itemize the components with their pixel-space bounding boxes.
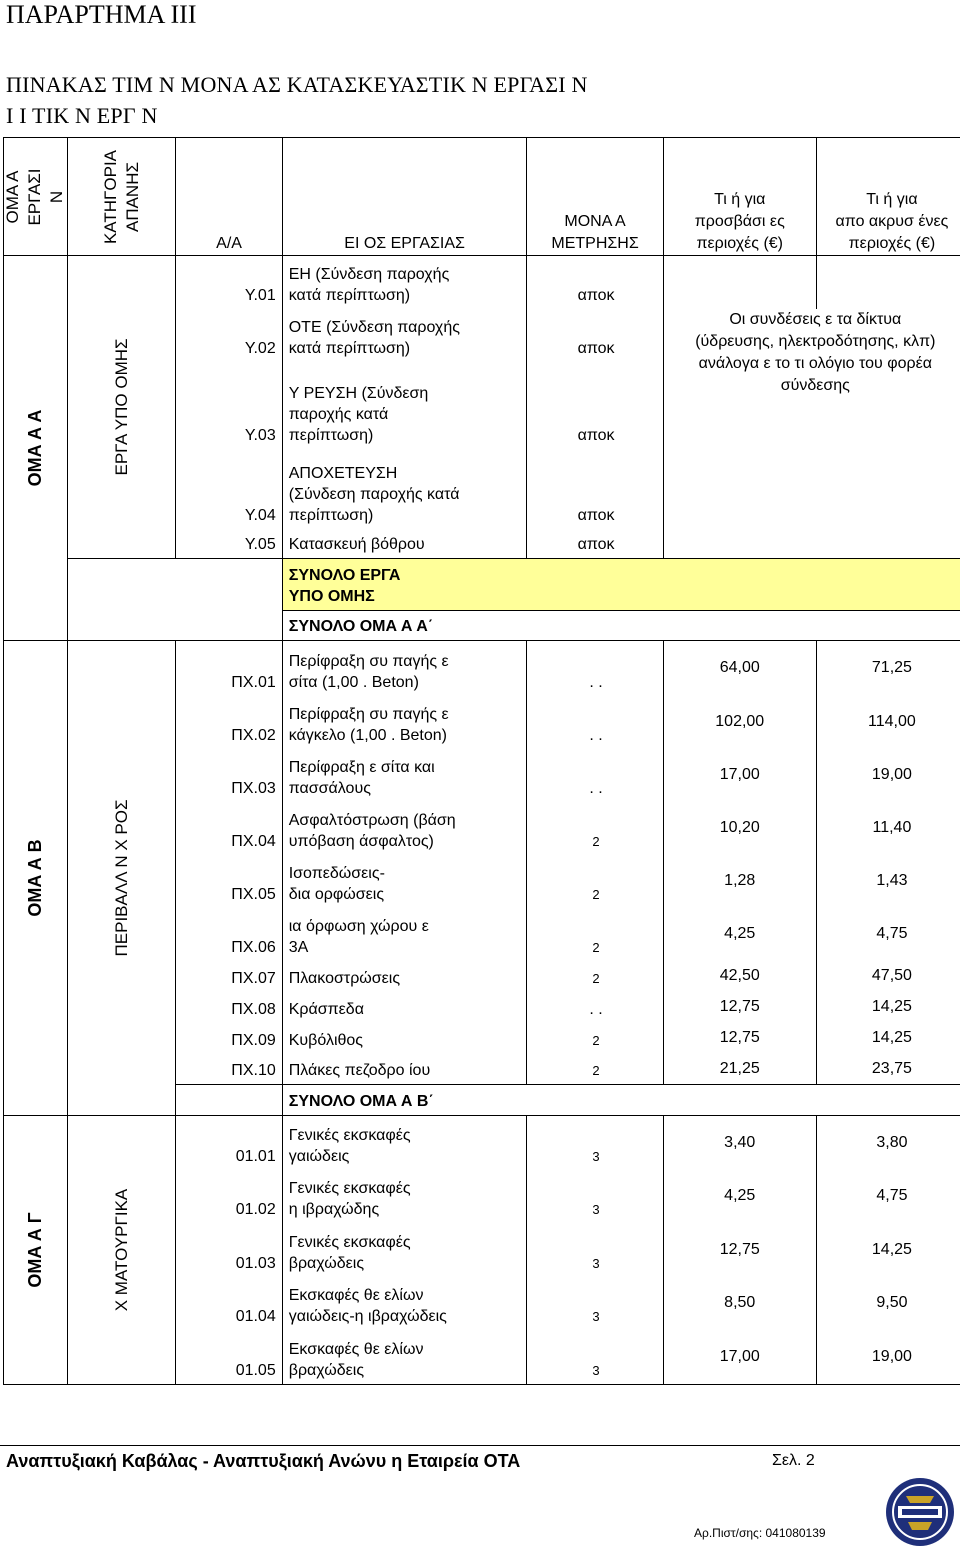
table-title-line1: ΠΙΝΑΚΑΣ ΤΙΜ Ν ΜΟΝΑ ΑΣ ΚΑΤΑΣΚΕΥΑΣΤΙΚ Ν ΕΡΓΑΣΙ Ν — [6, 72, 588, 98]
row-unit: αποκ — [527, 533, 662, 558]
header-group — [4, 138, 68, 256]
certification-seal-icon — [884, 1476, 956, 1548]
row-code: ΠΧ.04 — [176, 830, 281, 855]
row-unit: 3 — [527, 1252, 662, 1277]
row-unit: 2 — [527, 830, 662, 855]
row-description: Υ ΡΕΥΣΗ (Σύνδεση παροχής κατά περίπτωση) — [283, 382, 527, 449]
group-a-cell — [4, 256, 68, 641]
price-accessible: 17,00 — [663, 1330, 816, 1385]
row-description: ΕΗ (Σύνδεση παροχής κατά περίπτωση) — [283, 263, 527, 309]
row-unit: 2 — [527, 1059, 662, 1084]
row-code: Υ.05 — [176, 533, 281, 558]
price-remote: 14,25 — [816, 1023, 960, 1054]
row-code: ΠΧ.01 — [176, 671, 281, 696]
row-description: Περίφραξη συ παγής ε σίτα (1,00 . Beton) — [283, 650, 527, 696]
price-remote: 114,00 — [816, 696, 960, 749]
row-description: Ισοπεδώσεις- δια ορφώσεις — [283, 862, 527, 908]
connection-note: Οι συνδέσεις ε τα δίκτυα (ύδρευσης, ηλεκτροδότησης, κλπ) ανάλογα ε το τι ολόγιο του φορέα σύνδεσης — [663, 309, 960, 559]
price-remote: 4,75 — [816, 908, 960, 961]
total-group-b-label: ΣΥΝΟΛΟ ΟΜΑ Α Β΄ — [283, 1090, 527, 1115]
header-row — [4, 138, 960, 256]
price-remote: 19,00 — [816, 1330, 960, 1385]
row-code: Υ.01 — [176, 284, 281, 309]
row-unit: αποκ — [527, 424, 662, 449]
total-group-a-label: ΣΥΝΟΛΟ ΟΜΑ Α Α΄ — [283, 615, 527, 640]
price-remote: 47,50 — [816, 961, 960, 992]
row-description: Εκσκαφές θε ελίων βραχώδεις — [283, 1338, 527, 1384]
price-accessible: 42,50 — [663, 961, 816, 992]
table-title-line2: Ι Ι ΤΙΚ Ν ΕΡΓ Ν — [6, 103, 158, 129]
header-category — [67, 138, 176, 256]
row-code: ΠΧ.03 — [176, 777, 281, 802]
price-remote: 23,75 — [816, 1054, 960, 1085]
total-infrastructure-label: ΣΥΝΟΛΟ ΕΡΓΑ ΥΠΟ ΟΜΗΣ — [283, 564, 527, 610]
row-unit: 2 — [527, 936, 662, 961]
header-price-accessible: Τι ή για προσβάσι ες περιοχές (€) — [663, 138, 816, 256]
row-unit: αποκ — [527, 504, 662, 529]
row-code: 01.03 — [176, 1252, 281, 1277]
price-accessible: 8,50 — [663, 1277, 816, 1330]
group-b-label: ΟΜΑ Α Β — [24, 839, 46, 916]
row-unit: 2 — [527, 883, 662, 908]
footer-divider — [0, 1445, 960, 1446]
header-aa: Α/Α — [176, 138, 282, 256]
price-accessible: 12,75 — [663, 1023, 816, 1054]
row-unit: 2 — [527, 1029, 662, 1054]
row-unit: 3 — [527, 1198, 662, 1223]
row-code: ΠΧ.02 — [176, 724, 281, 749]
header-unit: ΜΟΝΑ Α ΜΕΤΡΗΣΗΣ — [527, 138, 663, 256]
price-accessible: 4,25 — [663, 1170, 816, 1223]
price-accessible: 12,75 — [663, 992, 816, 1023]
price-accessible: 3,40 — [663, 1116, 816, 1170]
category-a-cell — [67, 256, 176, 559]
row-description: Γενικές εκσκαφές γαιώδεις — [283, 1124, 527, 1170]
row-unit: αποκ — [527, 337, 662, 362]
category-b-label: ΠΕΡΙΒΑΛΛ Ν Χ ΡΟΣ — [111, 800, 133, 957]
price-accessible: 10,20 — [663, 802, 816, 855]
price-remote: 9,50 — [816, 1277, 960, 1330]
row-description: ΟΤΕ (Σύνδεση παροχής κατά περίπτωση) — [283, 316, 527, 362]
page-title: ΠΑΡΑΡΤΗΜΑ ΙΙΙ — [6, 0, 196, 30]
price-remote: 14,25 — [816, 992, 960, 1023]
price-remote: 1,43 — [816, 855, 960, 908]
price-accessible: 4,25 — [663, 908, 816, 961]
price-remote: 14,25 — [816, 1223, 960, 1277]
row-description: Γενικές εκσκαφές η ιβραχώδης — [283, 1177, 527, 1223]
row-unit: 3 — [527, 1145, 662, 1170]
footer-page-number: Σελ. 2 — [772, 1452, 815, 1470]
price-accessible: 21,25 — [663, 1054, 816, 1085]
price-accessible: 102,00 — [663, 696, 816, 749]
row-code: Υ.02 — [176, 337, 281, 362]
row-code: 01.05 — [176, 1359, 281, 1384]
group-b-cell — [4, 641, 68, 1116]
price-accessible: 12,75 — [663, 1223, 816, 1277]
price-accessible: 17,00 — [663, 749, 816, 802]
row-unit: . . — [527, 998, 662, 1023]
row-unit: 3 — [527, 1305, 662, 1330]
row-description: Κράσπεδα — [283, 998, 527, 1023]
row-unit: 2 — [527, 967, 662, 992]
total-row — [4, 559, 960, 611]
header-price-remote: Τι ή για απο ακρυσ ένες περιοχές (€) — [816, 138, 960, 256]
row-code: ΠΧ.06 — [176, 936, 281, 961]
row-description: Πλακοστρώσεις — [283, 967, 527, 992]
header-work-type: ΕΙ ΟΣ ΕΡΓΑΣΙΑΣ — [282, 138, 527, 256]
row-description: Περίφραξη συ παγής ε κάγκελο (1,00 . Beton) — [283, 703, 527, 749]
price-remote: 4,75 — [816, 1170, 960, 1223]
row-description: Κατασκευή βόθρου — [283, 533, 527, 558]
row-code: ΠΧ.07 — [176, 967, 281, 992]
group-a-label: ΟΜΑ Α Α — [24, 410, 46, 487]
price-remote: 19,00 — [816, 749, 960, 802]
row-code: 01.04 — [176, 1305, 281, 1330]
row-unit: 3 — [527, 1359, 662, 1384]
footer-company: Αναπτυξιακή Καβάλας - Αναπτυξιακή Ανώνυ η Εταιρεία ΟΤΑ — [6, 1451, 520, 1472]
row-code: ΠΧ.05 — [176, 883, 281, 908]
price-table — [3, 137, 960, 1385]
price-accessible: 1,28 — [663, 855, 816, 908]
row-unit: . . — [527, 777, 662, 802]
row-unit: . . — [527, 671, 662, 696]
price-accessible: 64,00 — [663, 641, 816, 696]
row-description: Περίφραξη ε σίτα και πασσάλους — [283, 756, 527, 802]
row-code: 01.01 — [176, 1145, 281, 1170]
table-row — [4, 256, 960, 309]
table-row — [4, 1116, 960, 1170]
row-description: Γενικές εκσκαφές βραχώδεις — [283, 1231, 527, 1277]
footer-certificate-number: Αρ.Πιστ/σης: 041080139 — [694, 1526, 826, 1540]
row-description: Ασφαλτόστρωση (βάση υπόβαση άσφαλτος) — [283, 809, 527, 855]
row-code: ΠΧ.08 — [176, 998, 281, 1023]
row-code: Υ.03 — [176, 424, 281, 449]
category-b-cell — [67, 641, 176, 1116]
row-code: 01.02 — [176, 1198, 281, 1223]
price-remote: 3,80 — [816, 1116, 960, 1170]
table-row — [4, 641, 960, 696]
group-c-cell — [4, 1116, 68, 1385]
row-description: Πλάκες πεζοδρο ίου — [283, 1059, 527, 1084]
row-description: ΑΠΟΧΕΤΕΥΣΗ (Σύνδεση παροχής κατά περίπτωση) — [283, 462, 527, 529]
category-c-cell — [67, 1116, 176, 1385]
row-unit: . . — [527, 724, 662, 749]
group-c-label: ΟΜΑ Α Γ — [24, 1212, 46, 1287]
row-code: ΠΧ.09 — [176, 1029, 281, 1054]
row-unit: αποκ — [527, 284, 662, 309]
total-row — [4, 611, 960, 641]
row-description: Εκσκαφές θε ελίων γαιώδεις-η ιβραχώδεις — [283, 1284, 527, 1330]
price-remote: 71,25 — [816, 641, 960, 696]
category-c-label: Χ ΜΑΤΟΥΡΓΙΚΑ — [111, 1189, 133, 1312]
header-category-label: ΚΑΤΗΓΟΡΙΑ ΑΠΑΝΗΣ — [100, 149, 144, 243]
row-code: Υ.04 — [176, 504, 281, 529]
price-remote: 11,40 — [816, 802, 960, 855]
row-description: ια όρφωση χώρου ε 3Α — [283, 915, 527, 961]
category-a-label: ΕΡΓΑ ΥΠΟ ΟΜΗΣ — [111, 338, 133, 475]
row-description: Κυβόλιθος — [283, 1029, 527, 1054]
row-code: ΠΧ.10 — [176, 1059, 281, 1084]
header-group-label: ΟΜΑ Α ΕΡΓΑΣΙ Ν — [2, 168, 68, 225]
